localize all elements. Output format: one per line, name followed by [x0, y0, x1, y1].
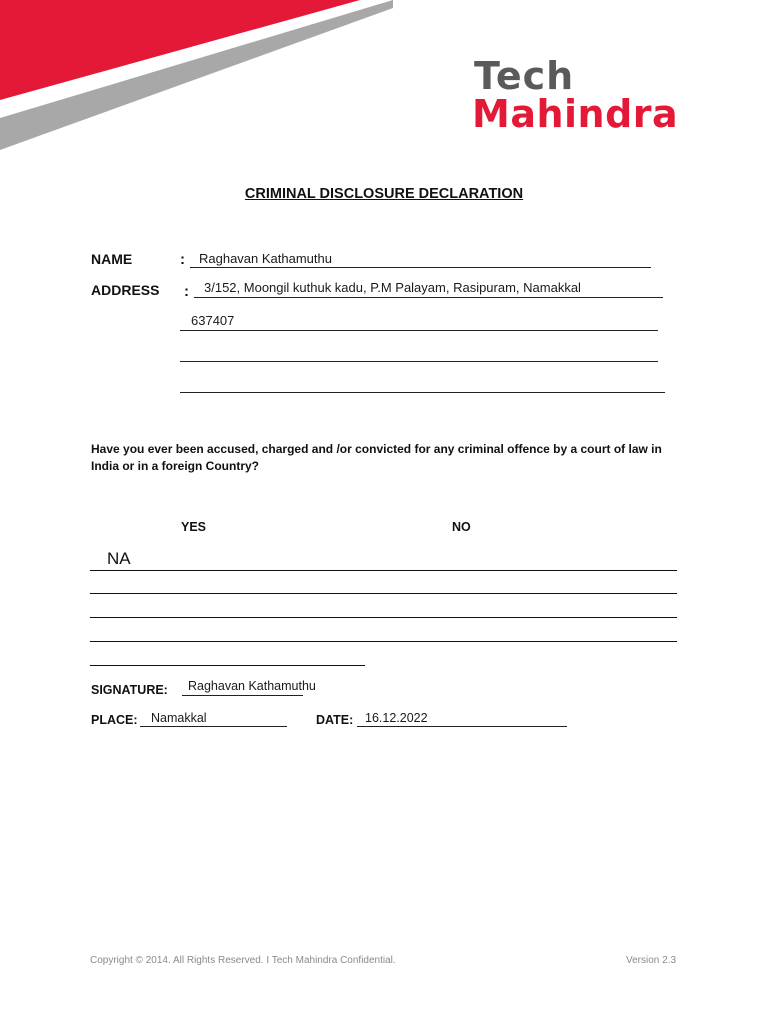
details-line-3 — [90, 617, 677, 618]
place-line — [140, 726, 287, 727]
logo-mahindra: Mahindra — [472, 92, 679, 136]
criminal-offence-question: Have you ever been accused, charged and /or convicted for any criminal offence by a court of law in India or in a foreign Country? — [91, 442, 662, 473]
place-value: Namakkal — [151, 711, 207, 725]
name-line — [190, 267, 651, 268]
date-label: DATE: — [316, 713, 354, 727]
address-label: ADDRESS — [91, 282, 160, 298]
place-label: PLACE: — [91, 713, 138, 727]
details-line-2 — [90, 593, 677, 594]
date-value: 16.12.2022 — [365, 711, 428, 725]
address-colon: : — [184, 283, 189, 300]
page-title — [0, 186, 768, 202]
no-label: NO — [452, 520, 471, 534]
signature-line — [182, 695, 303, 696]
name-label: NAME — [91, 251, 133, 267]
footer-version: Version 2.3 — [626, 955, 677, 966]
banner-red-stripe — [0, 0, 360, 100]
details-line-4 — [90, 641, 677, 642]
details-value: NA — [107, 549, 131, 568]
address-line2-value: 637407 — [191, 313, 235, 328]
name-value: Raghavan Kathamuthu — [199, 251, 332, 266]
signature-label: SIGNATURE: — [91, 683, 168, 697]
name-colon: : — [180, 251, 185, 268]
yes-label: YES — [181, 520, 207, 534]
signature-value: Raghavan Kathamuthu — [188, 679, 316, 693]
date-line — [357, 726, 567, 727]
details-line-5 — [90, 665, 365, 666]
header-banner — [0, 0, 768, 170]
address-line3 — [180, 361, 658, 362]
address-line1 — [194, 297, 663, 298]
footer-copyright: Copyright © 2014. All Rights Reserved. I Tech Mahindra Confidential. — [90, 955, 396, 966]
address-line2 — [180, 330, 658, 331]
details-line-1 — [90, 570, 677, 571]
page-title-text: CRIMINAL DISCLOSURE DECLARATION — [244, 186, 524, 202]
address-line4 — [180, 392, 665, 393]
address-line1-value: 3/152, Moongil kuthuk kadu, P.M Palayam, Rasipuram, Namakkal — [204, 280, 581, 295]
logo-tech: Tech — [474, 54, 575, 98]
